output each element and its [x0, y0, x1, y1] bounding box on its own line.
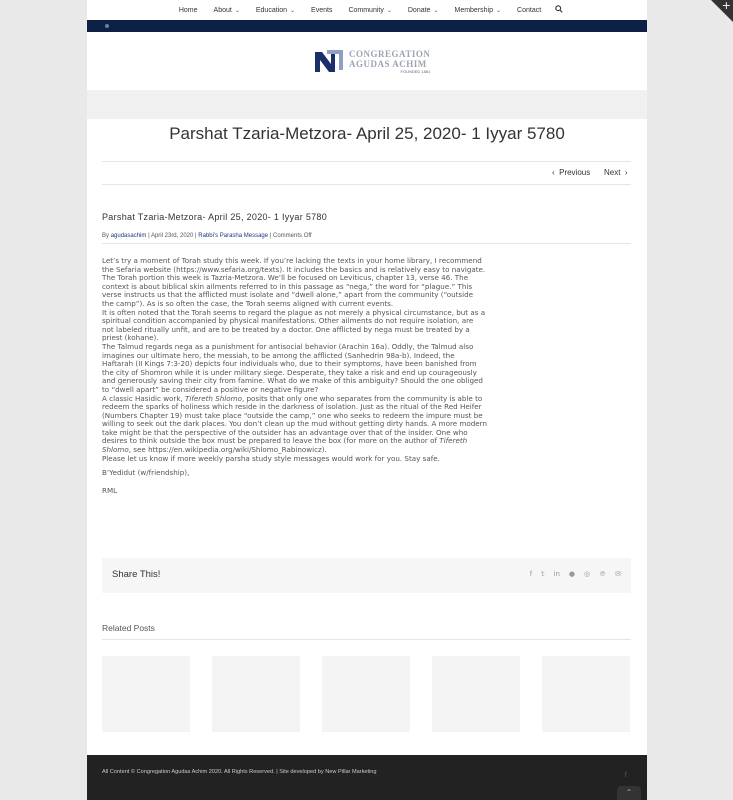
nav-about[interactable] [214, 7, 240, 14]
text-run: , posits that only one who separates from the community is able to redeem the sparks of holiness which reside in the darkness of isolation. Just as the ritual of the Red Heifer (Numbers Chapter 19) must take place “outside the camp,” one who seeks to redeem the impure must be willing to seek out the dark places. You don’t clean up the mud without getting dirty hands. A more modern take might be that the perspective of the outsider has an advantage over that of the insider. One who desires to think outside the box must be prepared to leave the box (for more on the author of [102, 393, 487, 446]
share-title: Share This! [112, 569, 161, 580]
reddit-icon[interactable]: ● [568, 570, 576, 578]
paragraph: The Talmud regards nega as a punishment for antisocial behavior (Arachin 16a). Oddly, the Talmud also imagines our ultimate hero, the messiah, to be among the afflicted (Sanhedrin 98a-b). Indeed, the Haftarah (II Kings 7:3-20) depicts four individuals who, due to their symptoms, have been banished from the city of Shomron while it is under military siege. Desperate, they take a risk and end up courageously and generously saving their city from famine. What do we make of this ambiguity? Should the one obliged to “dwell apart” be considered a positive or negative figure? [102, 341, 483, 394]
paragraph: Please let us know if more weekly parsha study style messages would work for you. Stay safe. [102, 453, 440, 463]
search-icon[interactable] [555, 5, 563, 16]
nav-events-label: Events [311, 6, 333, 14]
email-icon[interactable]: ✉ [615, 570, 621, 578]
nav-home-label: Home [178, 6, 198, 14]
logo-text [349, 49, 430, 74]
text-run: A classic Hasidic work, [102, 393, 186, 403]
previous-label: Previous [559, 168, 591, 177]
nav-membership[interactable] [454, 7, 501, 14]
chevron-right-icon: › [620, 168, 628, 177]
nav-about-label: About [213, 6, 232, 14]
chevron-left-icon: ‹ [552, 168, 560, 177]
nav-contact-label: Contact [517, 6, 542, 14]
meta-separator: | [195, 233, 197, 239]
signature: RML [102, 485, 118, 495]
closing-line: B’Yedidut (w/friendship), [102, 468, 190, 478]
next-link[interactable] [604, 168, 628, 177]
text-run: , see https://en.wikipedia.org/wiki/Shlomo_Rabinowicz). [128, 445, 327, 455]
divider [102, 243, 631, 244]
site-logo[interactable] [313, 46, 430, 76]
nav-community-label: Community [348, 6, 384, 14]
linkedin-icon[interactable]: in [553, 570, 560, 578]
paragraph: Let’s try a moment of Torah study this week. If you’re lacking the texts in your home library, I recommend the Sefaria website (https://www.sefaria.org/texts). It includes the basics and is relatively easy to navigate. [102, 256, 486, 274]
nav-education[interactable] [256, 7, 295, 14]
related-post-thumbnail[interactable] [322, 656, 410, 732]
related-post-thumbnail[interactable] [102, 656, 190, 732]
nav-donate-label: Donate [407, 6, 431, 14]
chevron-up-icon: ⌃ [625, 788, 633, 797]
paragraph [102, 395, 487, 455]
divider [102, 639, 631, 640]
secondary-header-bar [87, 20, 647, 32]
post-title: Parshat Tzaria-Metzora- April 25, 2020- 1 Iyyar 5780 [102, 212, 328, 222]
nav-home[interactable] [179, 7, 198, 14]
paragraph: It is often noted that the Torah seems to regard the plague as not merely a physical circumstance, but as a spiritual condition accompanied by physical manifestations. Other ailments do not require isolation, are not labeled ritually unfit, and are to be treated by a doctor. One afflicted by nega must be treated by a priest (kohane). [102, 307, 486, 343]
chevron-down-icon: ⌄ [290, 7, 296, 14]
related-post-thumbnail[interactable] [542, 656, 630, 732]
share-box [102, 558, 631, 593]
main-menu [87, 0, 647, 20]
facebook-icon[interactable]: f [624, 771, 627, 779]
divider [102, 161, 631, 162]
twitter-icon[interactable]: 𝕥 [541, 570, 545, 578]
meta-separator: | [148, 233, 150, 239]
comments-status: Comments Off [273, 233, 312, 239]
related-posts-title: Related Posts [102, 623, 155, 633]
nav-events[interactable] [311, 7, 332, 14]
page-container [87, 0, 647, 800]
logo-line-2: AGUDAS ACHIM [349, 58, 427, 69]
plus-icon[interactable]: + [721, 0, 731, 12]
book-title: Tifereth Shlomo [102, 436, 468, 455]
header-marker-icon [105, 24, 109, 28]
meta-by: By [102, 233, 110, 239]
page-title: Parshat Tzaria-Metzora- April 25, 2020- 1 Iyyar 5780 [169, 124, 565, 143]
chevron-down-icon: ⌄ [433, 7, 439, 14]
whatsapp-icon[interactable]: ◎ [584, 570, 591, 578]
paragraph: The Torah portion this week is Tazria-Metzora. We’ll be focused on Leviticus, chapter 13, verse 46. The context is about biblical skin ailments referred to in this passage as “nega,” the word for “plague.” This verse instructs us that the afflicted must isolate and “dwell alone,” apart from the community (“outside the camp”). As is so often the case, the Torah seems aligned with current events. [102, 273, 474, 308]
nav-education-label: Education [255, 6, 287, 14]
footer [87, 755, 647, 800]
author-link[interactable]: agudasachim [110, 233, 147, 239]
chevron-down-icon: ⌄ [496, 7, 502, 14]
footer-copyright: All Content © Congregation Agudas Achim 2020. All Rights Reserved. | Site developed by New Pillar Marketing [102, 769, 377, 775]
logo-line-3: FOUNDED 1881 [400, 68, 431, 74]
post-meta [102, 233, 312, 239]
nav-contact[interactable] [517, 7, 541, 14]
book-title: Tifereth Shlomo [185, 393, 242, 403]
post-date: April 23rd, 2020 [150, 233, 194, 239]
related-post-thumbnail[interactable] [212, 656, 300, 732]
related-post-thumbnail[interactable] [432, 656, 520, 732]
meta-separator: | [269, 233, 272, 239]
share-icons [521, 570, 621, 578]
post-content [102, 257, 487, 495]
logo-line-1: CONGREGATION [349, 48, 431, 59]
nav-community[interactable] [348, 7, 391, 14]
logo-mark-icon [313, 46, 345, 76]
next-label: Next [604, 168, 621, 177]
top-navigation [87, 0, 647, 20]
facebook-icon[interactable]: f [529, 570, 533, 578]
logo-header [87, 32, 647, 90]
category-link[interactable]: Rabbi's Parasha Message [198, 233, 269, 239]
page-title-bar [87, 90, 647, 119]
chevron-down-icon: ⌄ [234, 7, 240, 14]
back-to-top-button[interactable] [617, 786, 641, 800]
nav-donate[interactable] [408, 7, 439, 14]
previous-link[interactable] [552, 168, 590, 177]
nav-membership-label: Membership [454, 6, 493, 14]
divider [102, 184, 631, 185]
pinterest-icon[interactable]: ℗ [599, 570, 607, 578]
chevron-down-icon: ⌄ [386, 7, 392, 14]
